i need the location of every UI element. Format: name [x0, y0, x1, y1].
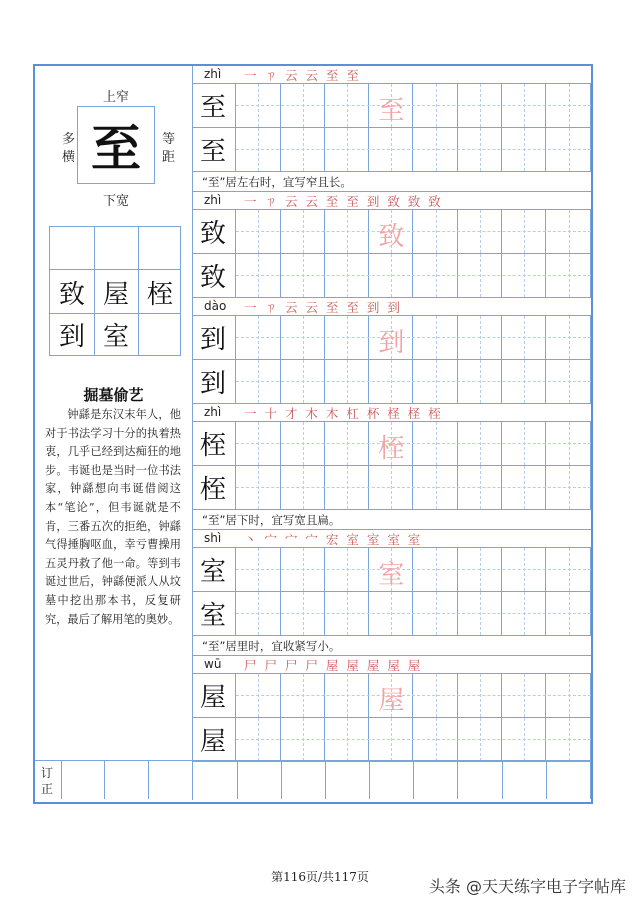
pinyin-strip: [192, 192, 591, 210]
model-character: 致: [199, 219, 226, 249]
example-char: 桎: [146, 279, 173, 310]
trace-character: 桎: [378, 434, 405, 464]
practice-row: [192, 466, 591, 510]
correction-cell[interactable]: [459, 761, 503, 799]
stroke-order: 一 ㄗ 云 云 至 至 到 致 致 致: [244, 194, 443, 209]
model-character: 桎: [199, 475, 226, 505]
example-grid: [49, 226, 181, 356]
pinyin: zhì: [204, 405, 222, 419]
model-character: 到: [199, 369, 226, 399]
model-character: 至: [199, 137, 226, 167]
pinyin-strip: [192, 298, 591, 316]
stroke-order: 一 十 才 木 木 杠 杯 柽 柽 桎: [244, 406, 443, 421]
practice-row: [192, 422, 591, 466]
practice-row: [192, 548, 591, 592]
correction-cell[interactable]: [503, 761, 547, 799]
stroke-order: 一 ㄗ 云 云 至 至 到 到: [244, 300, 402, 315]
pinyin-strip: [192, 404, 591, 422]
key-right-label-a: 等: [162, 132, 176, 147]
writing-tip: “至”居下时，宜写宽且扁。: [192, 510, 591, 530]
trace-character: 室: [378, 560, 405, 590]
model-character: 至: [199, 93, 226, 123]
correction-cell[interactable]: [149, 761, 193, 799]
practice-row: [192, 254, 591, 298]
worksheet-frame: [33, 64, 593, 804]
practice-row: [192, 316, 591, 360]
correction-cell[interactable]: [105, 761, 149, 799]
example-char: 致: [58, 279, 85, 310]
model-character: 致: [199, 263, 226, 293]
example-char: 室: [102, 321, 129, 352]
key-bottom-label: 下宽: [103, 194, 130, 209]
key-left-label-b: 横: [62, 150, 76, 165]
trace-character: 屋: [378, 686, 405, 716]
watermark: 头条 @天天练字电子字帖库: [428, 877, 626, 896]
practice-row: [192, 718, 591, 762]
correction-row: [35, 760, 591, 800]
example-char: 屋: [102, 279, 129, 310]
model-character: 屋: [199, 683, 226, 713]
model-character: 室: [199, 557, 226, 587]
pinyin-strip: [192, 656, 591, 674]
correction-cell[interactable]: [194, 761, 238, 799]
trace-character: 到: [378, 328, 405, 358]
key-left-label-a: 多: [62, 132, 76, 147]
correction-cell[interactable]: [61, 761, 105, 799]
stroke-order: 一 ㄗ 云 云 至 至: [244, 68, 361, 83]
page-number: 第116页/共117页: [271, 870, 369, 884]
key-right-label-b: 距: [162, 150, 176, 165]
practice-row: [192, 210, 591, 254]
practice-row: [192, 674, 591, 718]
model-character: 室: [199, 601, 226, 631]
trace-character: 至: [378, 96, 405, 126]
correction-cell[interactable]: [238, 761, 282, 799]
pinyin-strip: [192, 66, 591, 84]
stroke-order: 丶 宀 宀 宀 宏 室 室 室 室: [244, 532, 423, 547]
key-character-box: [77, 106, 155, 184]
writing-tip: “至”居左右时，宜写窄且长。: [192, 172, 591, 192]
practice-area: [192, 66, 591, 800]
key-character: 至: [91, 119, 141, 178]
practice-row: [192, 84, 591, 128]
stroke-order: 尸 尸 尸 尸 屋 屋 屋 屋 屋: [244, 658, 423, 673]
model-character: 桎: [199, 431, 226, 461]
correction-cell[interactable]: [326, 761, 370, 799]
pinyin: dào: [204, 299, 227, 313]
key-top-label: 上窄: [103, 90, 130, 105]
pinyin: zhì: [204, 67, 222, 81]
correction-cell[interactable]: [547, 761, 591, 799]
story-title: 掘墓偷艺: [83, 386, 144, 404]
practice-row: [192, 128, 591, 172]
practice-row: [192, 592, 591, 636]
correction-label: 订正: [41, 766, 54, 796]
pinyin-strip: [192, 530, 591, 548]
practice-row: [192, 360, 591, 404]
model-character: 屋: [199, 727, 226, 757]
correction-cell[interactable]: [282, 761, 326, 799]
pinyin: zhì: [204, 193, 222, 207]
example-char: 到: [58, 321, 85, 352]
model-character: 到: [199, 325, 226, 355]
writing-tip: “至”居里时，宜收紧写小。: [192, 636, 591, 656]
pinyin: wū: [204, 657, 222, 671]
left-column: [35, 66, 193, 800]
pinyin: shì: [204, 531, 222, 545]
trace-character: 致: [378, 222, 405, 252]
story-text: 钟繇是东汉末年人，他对于书法学习十分的执着热衷，几乎已经到达痴狂的地步。韦诞也是当时一位书法家，钟繇想向韦诞借阅这本“笔论”，但韦诞就是不肯，三番五次的拒绝，钟繇气得捶胸呕血，幸亏曹操用五灵丹救了他一命。等到韦诞过世后，钟繇便派人从坟墓中挖出那本书，反复研究，最后了解用笔的奥妙。: [45, 408, 181, 626]
correction-cell[interactable]: [414, 761, 458, 799]
correction-cell[interactable]: [370, 761, 414, 799]
